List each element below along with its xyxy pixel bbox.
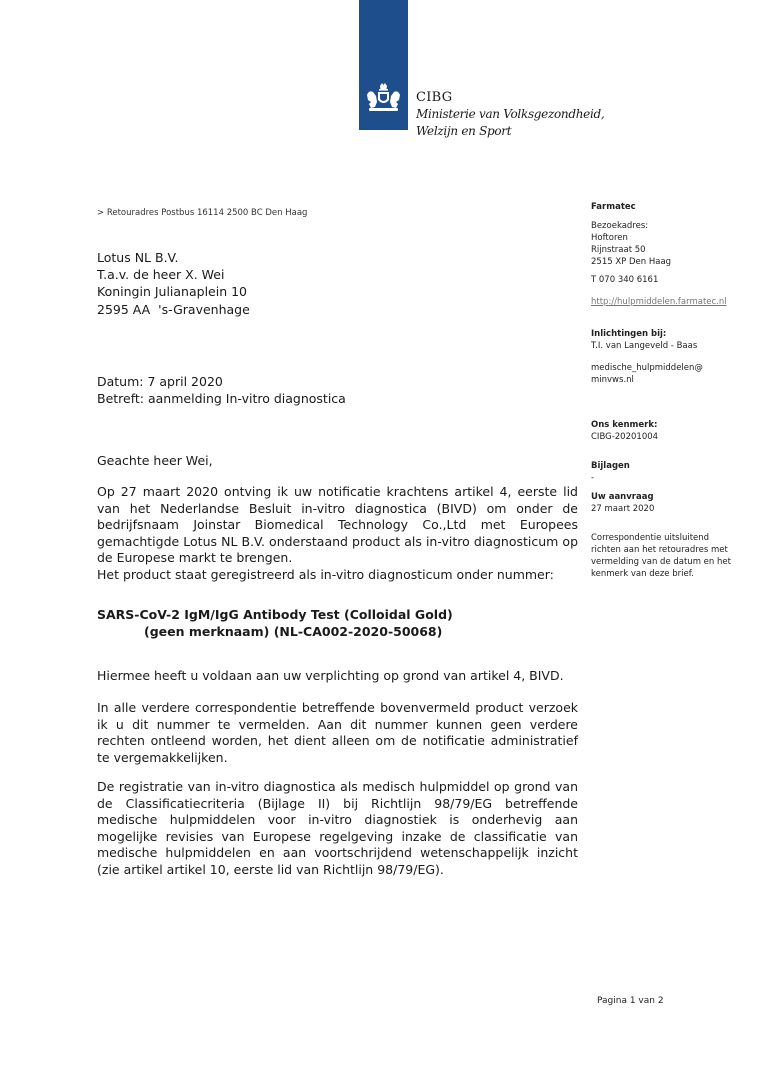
reference-value: CIBG-20201004 <box>591 432 659 442</box>
visit-address-label: Bezoekadres: <box>591 221 649 231</box>
visit-address-street: Rijnstraat 50 <box>591 245 646 255</box>
attachments-value: - <box>591 473 595 483</box>
sidebar-visit-address <box>591 220 751 268</box>
page-number: Pagina 1 van 2 <box>597 996 664 1006</box>
salutation: Geachte heer Wei, <box>97 453 213 468</box>
sidebar-attachments <box>591 460 751 484</box>
paragraph-classification: De registratie van in-vitro diagnostica als medisch hulpmiddel op grond van de Classificatiecriteria (Bijlage II) bij Richtlijn 98/79/EG betreffende medische hulpmiddelen voor in-vitro diagnostiek is onderhevig aan mogelijke revisies van Europese regelgeving inzake de classificatie van medische hulpmiddelen en aan voortschrijdend wetenschappelijk inzicht (zie artikel artikel 10, eerste lid van Richtlijn 98/79/EG). <box>97 779 578 877</box>
visit-address-building: Hoftoren <box>591 233 628 243</box>
ministry-wordmark <box>416 89 604 140</box>
website-link[interactable]: http://hulpmiddelen.farmatec.nl <box>591 297 727 307</box>
sidebar-reference <box>591 419 751 443</box>
contact-name: T.I. van Langeveld - Baas <box>591 341 698 351</box>
sidebar-website <box>591 296 751 308</box>
email-line2[interactable]: minvws.nl <box>591 375 634 385</box>
recipient-company: Lotus NL B.V. <box>97 250 179 265</box>
recipient-address <box>97 249 250 318</box>
department-name: Farmatec <box>591 202 636 212</box>
contact-label: Inlichtingen bij: <box>591 329 667 339</box>
letter-meta <box>97 374 346 407</box>
letter-date: Datum: 7 april 2020 <box>97 374 223 389</box>
request-date: 27 maart 2020 <box>591 504 655 514</box>
recipient-city: 2595 AA 's-Gravenhage <box>97 301 250 317</box>
ministry-name-line1: Ministerie van Volksgezondheid, <box>416 107 605 121</box>
royal-coat-of-arms-icon <box>363 82 404 116</box>
paragraph-notification: Op 27 maart 2020 ontving ik uw notificatie krachtens artikel 4, eerste lid van het Nederlandse Besluit in-vitro diagnostica (BIVD) om onder de bedrijfsnaam Joinstar Biomedical Technology Co.,Ltd met Europees gemachtigde Lotus NL B.V. onderstaand product als in-vitro diagnosticum op de Europese markt te brengen. <box>97 484 578 565</box>
sidebar-phone: T 070 340 6161 <box>591 275 659 285</box>
return-address: > Retouradres Postbus 16114 2500 BC Den Haag <box>97 208 308 218</box>
sidebar-department <box>591 201 751 213</box>
attachments-label: Bijlagen <box>591 461 630 471</box>
recipient-attention: T.a.v. de heer X. Wei <box>97 267 225 283</box>
org-name: CIBG <box>416 90 453 105</box>
sidebar-contact <box>591 328 751 352</box>
sidebar-email[interactable] <box>591 362 751 386</box>
paragraph-registration: Het product staat geregistreerd als in-vitro diagnosticum onder nummer: <box>97 567 554 582</box>
request-label: Uw aanvraag <box>591 492 654 502</box>
ministry-name-line2: Welzijn en Sport <box>416 124 512 138</box>
ministry-logo-bar <box>359 0 408 130</box>
product-name: SARS-CoV-2 IgM/IgG Antibody Test (Colloidal Gold) <box>97 607 453 622</box>
sidebar-correspondence-note: Correspondentie uitsluitend richten aan het retouradres met vermelding van de datum en het kenmerk van deze brief. <box>591 533 731 579</box>
sidebar-request <box>591 491 751 515</box>
paragraph-compliance: Hiermee heeft u voldaan aan uw verplichting op grond van artikel 4, BIVD. <box>97 668 564 683</box>
email-line1[interactable]: medische_hulpmiddelen@ <box>591 363 703 373</box>
letter-subject: Betreft: aanmelding In-vitro diagnostica <box>97 390 346 406</box>
paragraph-correspondence: In alle verdere correspondentie betreffende bovenvermeld product verzoek ik u dit nummer te vermelden. Aan dit nummer kunnen geen verdere rechten ontleend worden, het dient alleen om de notificatie administratief te vergemakkelijken. <box>97 700 578 765</box>
product-registration <box>97 607 453 640</box>
recipient-street: Koningin Julianaplein 10 <box>97 284 248 300</box>
product-number: (geen merknaam) (NL-CA002-2020-50068) <box>144 623 443 639</box>
reference-label: Ons kenmerk: <box>591 420 658 430</box>
visit-address-city: 2515 XP Den Haag <box>591 257 672 267</box>
